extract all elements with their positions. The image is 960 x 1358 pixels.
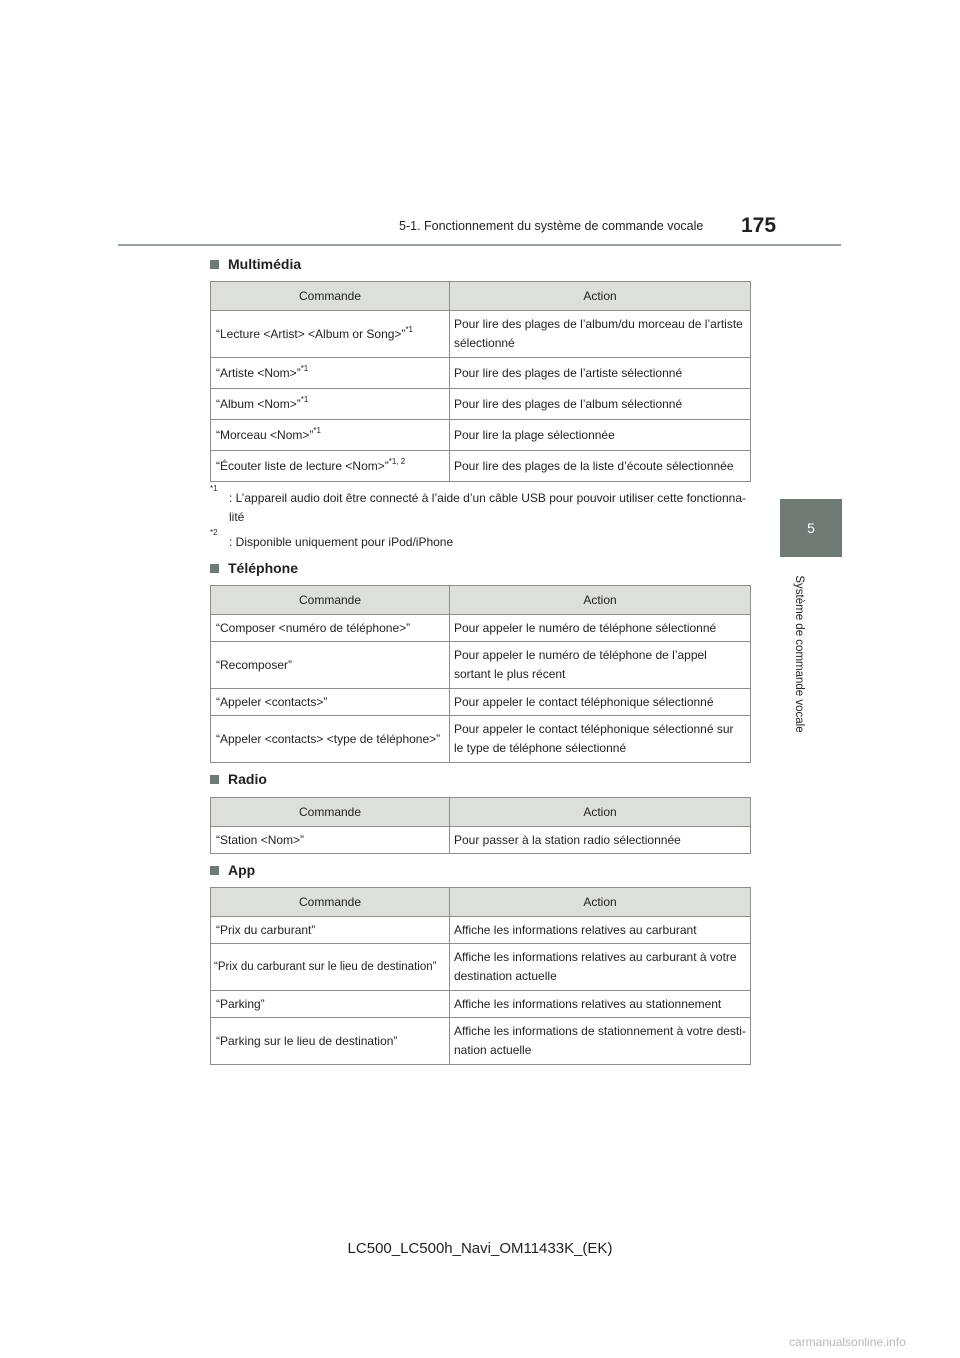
chapter-tab: 5 xyxy=(780,499,842,557)
command-cell xyxy=(211,451,450,482)
header-rule xyxy=(118,244,841,246)
table-row xyxy=(211,615,751,642)
column-header-action: Action xyxy=(450,282,751,311)
app-table xyxy=(210,887,751,1065)
section-heading-text: Téléphone xyxy=(228,560,299,576)
table-row xyxy=(211,451,751,482)
command-cell: “Prix du carburant sur le lieu de destination” xyxy=(211,944,450,991)
command-cell: “Parking sur le lieu de destination” xyxy=(211,1018,450,1065)
command-cell: “Prix du carburant” xyxy=(211,917,450,944)
chapter-label-text: Système de commande vocale xyxy=(793,575,805,733)
action-cell: Pour lire des plages de la liste d’écoute sélectionnée xyxy=(450,451,751,482)
action-cell: Pour passer à la station radio sélectionnée xyxy=(450,827,751,854)
command-text: “Album <Nom>” xyxy=(216,396,301,411)
action-cell: Pour lire des plages de l’album sélectionné xyxy=(450,389,751,420)
command-text: “Lecture <Artist> <Album or Song>” xyxy=(216,326,406,341)
table-row xyxy=(211,991,751,1018)
action-cell: Pour appeler le numéro de téléphone de l’appel sortant le plus récent xyxy=(450,642,751,689)
command-cell xyxy=(211,311,450,358)
action-cell: Affiche les informations relatives au carburant xyxy=(450,917,751,944)
footnote-1: *1 : L’appareil audio doit être connecté à l’aide d’un câble USB pour pouvoir utiliser cette fonctionna-lité xyxy=(210,489,750,527)
column-header-action: Action xyxy=(450,798,751,827)
column-header-command: Commande xyxy=(211,888,450,917)
column-header-command: Commande xyxy=(211,798,450,827)
table-row xyxy=(211,642,751,689)
footnote-ref: *1 xyxy=(300,363,309,373)
square-bullet-icon xyxy=(210,866,219,875)
command-text: “Morceau <Nom>” xyxy=(216,427,314,442)
footnote-ref: *1 xyxy=(405,324,413,334)
page-number: 175 xyxy=(741,214,777,237)
footnote-ref: *1 xyxy=(300,394,309,404)
table-row xyxy=(211,944,751,991)
action-cell: Pour lire des plages de l’artiste sélectionné xyxy=(450,358,751,389)
section-heading-text: App xyxy=(228,862,256,878)
footnote-ref: *1 xyxy=(313,425,321,435)
square-bullet-icon xyxy=(210,775,219,784)
table-row xyxy=(211,689,751,716)
chapter-label xyxy=(792,566,806,742)
watermark: carmanualsonline.info xyxy=(789,1335,906,1349)
square-bullet-icon xyxy=(210,260,219,269)
action-cell: Affiche les informations relatives au stationnement xyxy=(450,991,751,1018)
radio-table xyxy=(210,797,751,854)
command-cell xyxy=(211,420,450,451)
footnote-ref: *1, 2 xyxy=(388,456,406,466)
action-cell: Affiche les informations de stationnement à votre desti-nation actuelle xyxy=(450,1018,751,1065)
action-cell: Pour lire des plages de l’album/du morceau de l’artiste sélectionné xyxy=(450,311,751,358)
command-cell: “Appeler <contacts>” xyxy=(211,689,450,716)
action-cell: Pour appeler le contact téléphonique sélectionné xyxy=(450,689,751,716)
command-cell xyxy=(211,389,450,420)
action-cell: Pour appeler le numéro de téléphone sélectionné xyxy=(450,615,751,642)
header-title: 5-1. Fonctionnement du système de commande vocale xyxy=(399,219,704,233)
document-code: LC500_LC500h_Navi_OM11433K_(EK) xyxy=(347,1240,613,1257)
command-cell: “Composer <numéro de téléphone>” xyxy=(211,615,450,642)
table-row xyxy=(211,917,751,944)
command-cell xyxy=(211,358,450,389)
column-header-action: Action xyxy=(450,888,751,917)
square-bullet-icon xyxy=(210,564,219,573)
section-heading-app xyxy=(210,862,255,878)
telephone-table xyxy=(210,585,751,763)
section-heading-multimedia xyxy=(210,256,301,272)
table-row xyxy=(211,420,751,451)
multimedia-table xyxy=(210,281,751,482)
section-heading-telephone xyxy=(210,560,298,576)
action-cell: Pour lire la plage sélectionnée xyxy=(450,420,751,451)
command-cell: “Appeler <contacts> <type de téléphone>” xyxy=(211,716,450,763)
column-header-action: Action xyxy=(450,586,751,615)
command-cell: “Parking” xyxy=(211,991,450,1018)
table-row xyxy=(211,358,751,389)
table-row xyxy=(211,389,751,420)
section-heading-text: Radio xyxy=(228,771,267,787)
table-row xyxy=(211,1018,751,1065)
footnote-text: : L’appareil audio doit être connecté à l’aide d’un câble USB pour pouvoir utiliser cette fonctionna-lité xyxy=(229,491,746,524)
footnote-text: : Disponible uniquement pour iPod/iPhone xyxy=(229,535,454,549)
command-cell: “Recomposer” xyxy=(211,642,450,689)
table-row xyxy=(211,716,751,763)
command-text: “Artiste <Nom>” xyxy=(216,365,301,380)
command-text: “Écouter liste de lecture <Nom>” xyxy=(216,458,389,473)
table-row xyxy=(211,311,751,358)
column-header-command: Commande xyxy=(211,586,450,615)
action-cell: Affiche les informations relatives au carburant à votre destination actuelle xyxy=(450,944,751,991)
section-heading-radio xyxy=(210,771,267,787)
footnote-2: *2 : Disponible uniquement pour iPod/iPhone xyxy=(210,533,750,552)
column-header-command: Commande xyxy=(211,282,450,311)
command-cell: “Station <Nom>” xyxy=(211,827,450,854)
table-row xyxy=(211,827,751,854)
section-heading-text: Multimédia xyxy=(228,256,302,272)
action-cell: Pour appeler le contact téléphonique sélectionné sur le type de téléphone sélectionné xyxy=(450,716,751,763)
